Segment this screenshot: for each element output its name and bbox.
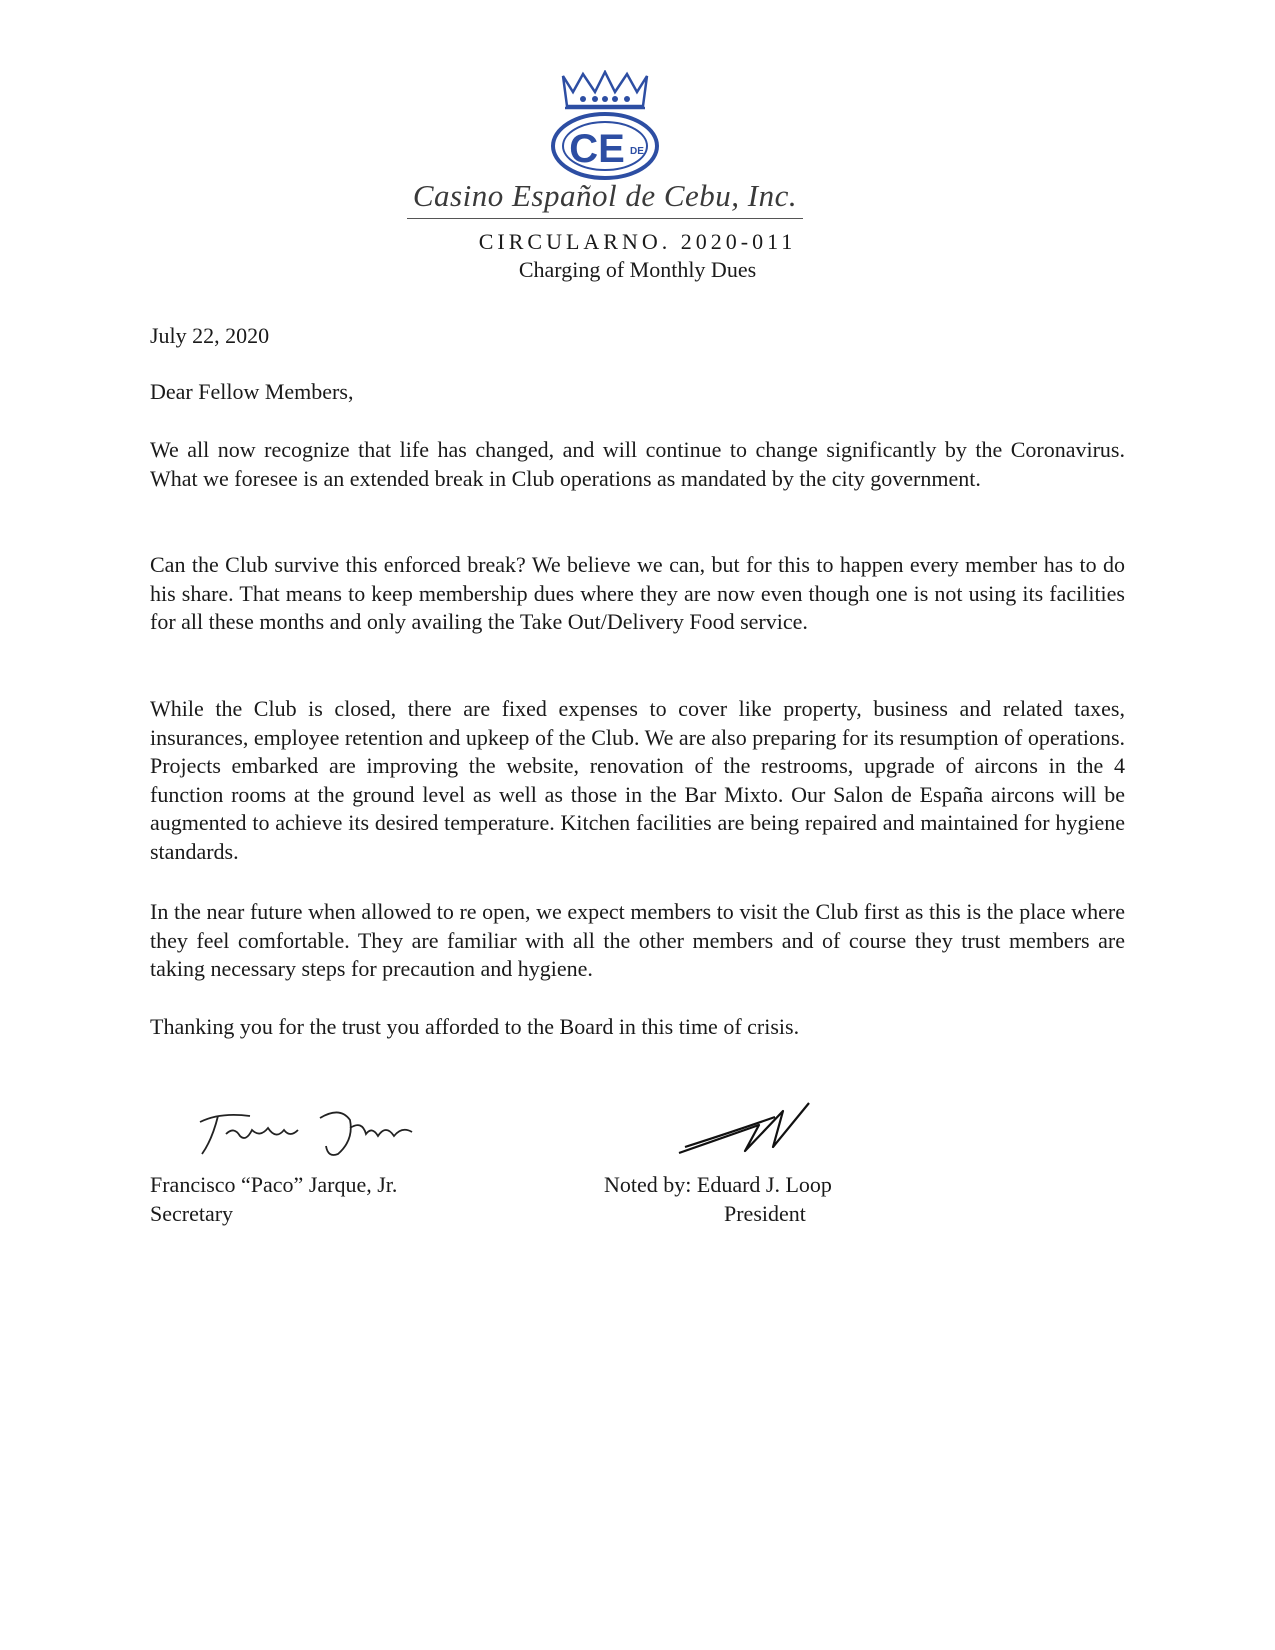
salutation: Dear Fellow Members,: [150, 379, 354, 404]
president-name: Noted by: Eduard J. Loop: [604, 1172, 832, 1197]
secretary-name: Francisco “Paco” Jarque, Jr.: [150, 1172, 398, 1197]
letterhead: [395, 70, 815, 230]
body-paragraph-3: While the Club is closed, there are fixed expenses to cover like property, business and related taxes, insurances, employee retention and upkeep of the Club. We are also preparing for its resumption of operations. Projects embarked are improving the website, renovation of the restrooms, upgrade of aircons in the 4 function rooms at the ground level as well as those in the Bar Mixto. Our Salon de España aircons will be augmented to achieve its desired temperature. Kitchen facilities are being repaired and maintained for hygiene standards.: [150, 696, 1125, 864]
circular-number: CIRCULARNO. 2020-011: [478, 229, 797, 254]
letter-date: July 22, 2020: [150, 323, 270, 348]
logo-small-letters: DE: [630, 146, 644, 157]
secretary-title: Secretary: [150, 1201, 234, 1226]
president-signature-icon: [675, 1097, 815, 1157]
organization-name: Casino Español de Cebu, Inc.: [412, 178, 798, 213]
casino-espanol-logo-icon: [395, 70, 815, 180]
circular-subject: Charging of Monthly Dues: [518, 257, 757, 282]
body-paragraph-2: Can the Club survive this enforced break? We believe we can, but for this to happen every member has to do his share. That means to keep membership dues where they are now even though one is not using its facilities for all these months and only availing the Take Out/Delivery Food service.: [150, 552, 1125, 634]
body-paragraph-4: In the near future when allowed to re open, we expect members to visit the Club first as this is the place where they feel comfortable. They are familiar with all the other members and of course they trust members are taking necessary steps for precaution and hygiene.: [150, 899, 1125, 981]
body-paragraph-1: We all now recognize that life has changed, and will continue to change significantly by the Coronavirus. What we foresee is an extended break in Club operations as mandated by the city government.: [150, 437, 1125, 491]
president-title: President: [724, 1201, 806, 1226]
secretary-signature-icon: [190, 1100, 430, 1160]
letterhead-rule: [407, 218, 803, 219]
closing-line: Thanking you for the trust you afforded to the Board in this time of crisis.: [150, 1014, 800, 1039]
logo-monogram: CE: [569, 127, 625, 171]
